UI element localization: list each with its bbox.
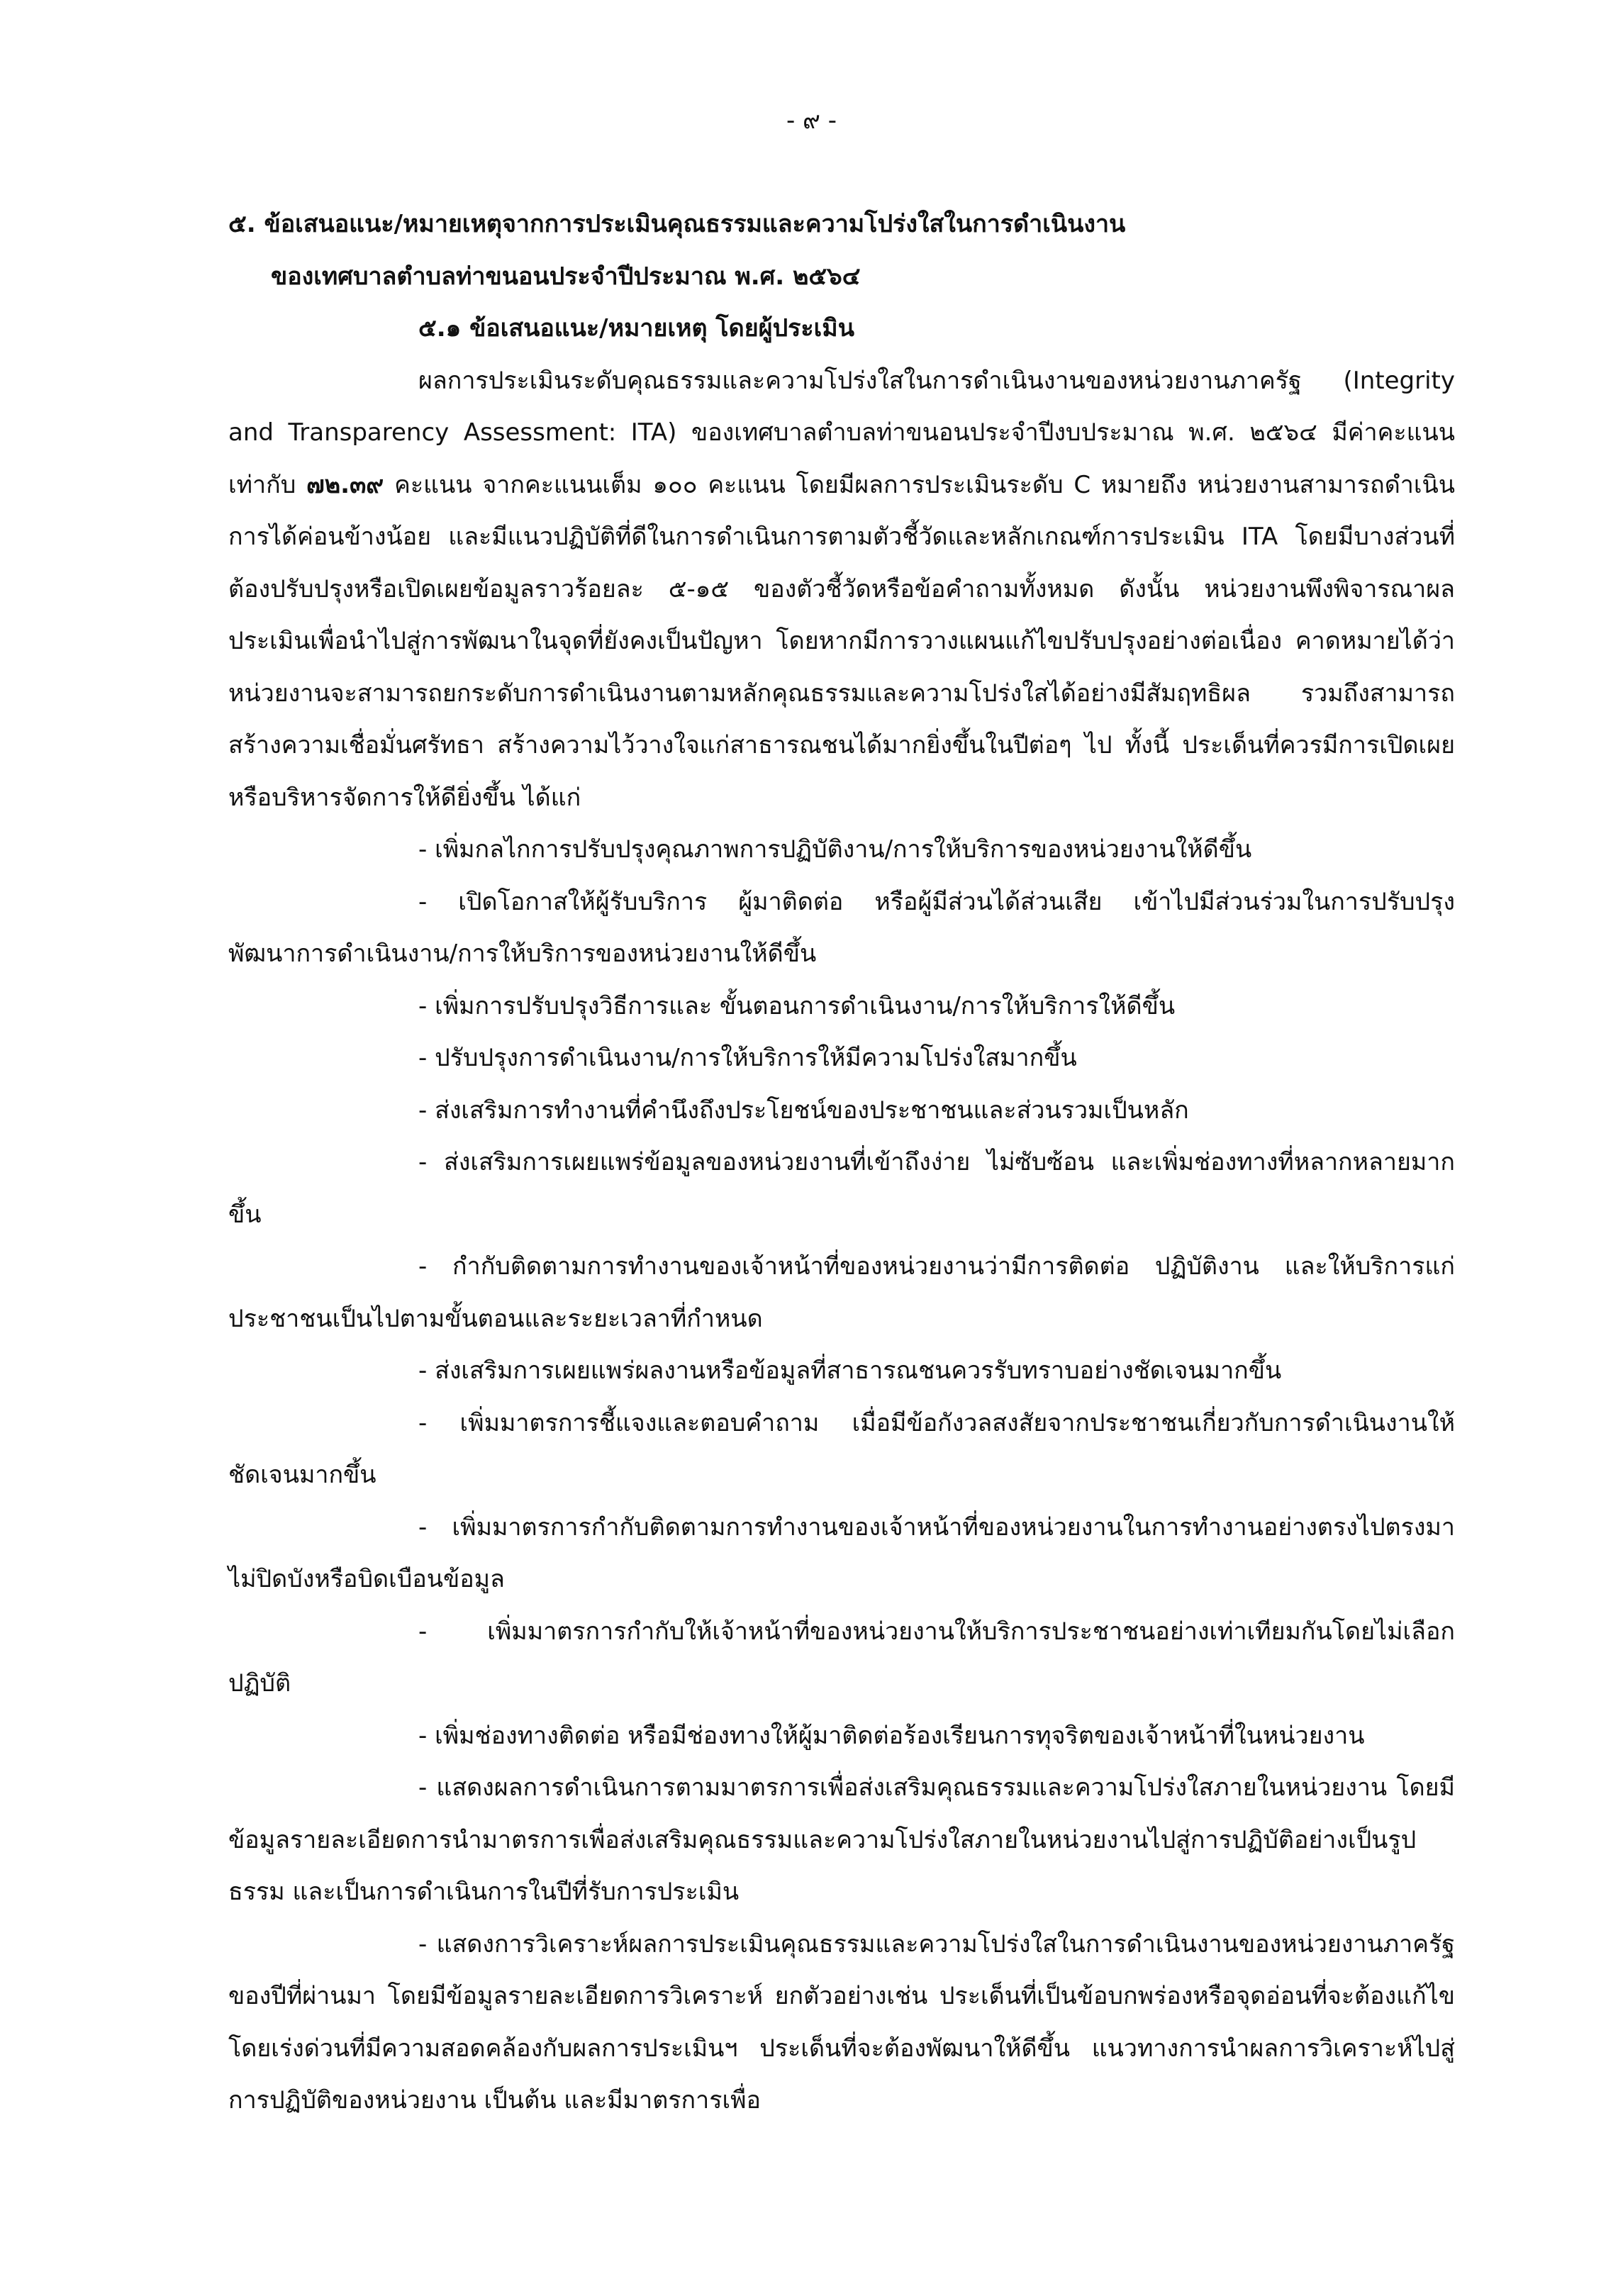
- recommendation-item: - เพิ่มมาตรการชี้แจงและตอบคำถาม เมื่อมีข้อกังวลสงสัยจากประชาชนเกี่ยวกับการดำเนินงานให้ชัดเจนมากขึ้น: [228, 1408, 1455, 1489]
- recommendation-item: - แสดงผลการดำเนินการตามมาตรการเพื่อส่งเสริมคุณธรรมและความโปร่งใสภายในหน่วยงาน โดยมีข้อมูลรายละเอียดการนำมาตรการเพื่อส่งเสริมคุณธรรมและความโปร่งใสภายในหน่วยงานไปสู่การปฏิบัติอย่างเป็นรูปธรรม และเป็นการดำเนินการในปีที่รับการประเมิน: [228, 1773, 1455, 1906]
- section-heading-line2: ของเทศบาลตำบลท่าขนอนประจำปีประมาณ พ.ศ. ๒๕๖๔: [271, 262, 861, 291]
- recommendation-item: - แสดงการวิเคราะห์ผลการประเมินคุณธรรมและความโปร่งใสในการดำเนินงานของหน่วยงานภาครัฐของปีที่ผ่านมา โดยมีข้อมูลรายละเอียดการวิเคราะห์ ยกตัวอย่างเช่น ประเด็นที่เป็นข้อบกพร่องหรือจุดอ่อนที่จะต้องแก้ไขโดยเร่งด่วนที่มีความสอดคล้องกับผลการประเมินฯ ประเด็นที่จะต้องพัฒนาให้ดีขึ้น แนวทางการนำผลการวิเคราะห์ไปสู่การปฏิบัติของหน่วยงาน เป็นต้น และมีมาตรการเพื่อ: [228, 1929, 1455, 2114]
- recommendation-item: - เพิ่มช่องทางติดต่อ หรือมีช่องทางให้ผู้มาติดต่อร้องเรียนการทุจริตของเจ้าหน้าที่ในหน่วยงาน: [418, 1721, 1365, 1750]
- intro-text-part1: ผลการประเมินระดับคุณธรรมและความโปร่งใสในการดำเนินงานของหน่วยงานภาครัฐ (Integrity and Transparency Assessment: ITA) ของเทศบาลตำบลท่าขนอนประจำปีงบประมาณ พ.ศ. ๒๕๖๔ มีค่าคะแนนเท่ากับ: [228, 366, 1455, 499]
- page-number: - ๙ -: [786, 106, 837, 135]
- recommendation-item: - ส่งเสริมการเผยแพร่ผลงานหรือข้อมูลที่สาธารณชนควรรับทราบอย่างชัดเจนมากขึ้น: [418, 1356, 1282, 1385]
- recommendation-item: - กำกับติดตามการทำงานของเจ้าหน้าที่ของหน่วยงานว่ามีการติดต่อ ปฏิบัติงาน และให้บริการแก่ประชาชนเป็นไปตามขั้นตอนและระยะเวลาที่กำหนด: [228, 1252, 1455, 1333]
- intro-text-part2: คะแนน จากคะแนนเต็ม ๑๐๐ คะแนน โดยมีผลการประเมินระดับ C หมายถึง หน่วยงานสามารถดำเนินการได้ค่อนข้างน้อย และมีแนวปฏิบัติที่ดีในการดำเนินการตามตัวชี้วัดและหลักเกณฑ์การประเมิน ITA โดยมีบางส่วนที่ต้องปรับปรุงหรือเปิดเผยข้อมูลราวร้อยละ ๕-๑๕ ของตัวชี้วัดหรือข้อคำถามทั้งหมด ดังนั้น หน่วยงานพึงพิจารณาผลประเมินเพื่อนำไปสู่การพัฒนาในจุดที่ยังคงเป็นปัญหา โดยหากมีการวางแผนแก้ไขปรับปรุงอย่างต่อเนื่อง คาดหมายได้ว่าหน่วยงานจะสามารถยกระดับการดำเนินงานตามหลักคุณธรรมและความโปร่งใสได้อย่างมีสัมฤทธิผล รวมถึงสามารถสร้างความเชื่อมั่นศรัทธา สร้างความไว้วางใจแก่สาธารณชนได้มากยิ่งขึ้นในปีต่อๆ ไป ทั้งนี้ ประเด็นที่ควรมีการเปิดเผย หรือบริหารจัดการให้ดียิ่งขึ้น ได้แก่: [228, 470, 1455, 812]
- ita-score: ๗๒.๓๙: [306, 470, 384, 499]
- recommendation-item: - เพิ่มกลไกการปรับปรุงคุณภาพการปฏิบัติงาน/การให้บริการของหน่วยงานให้ดีขึ้น: [418, 835, 1252, 864]
- section-heading-line1: ๕. ข้อเสนอแนะ/หมายเหตุจากการประเมินคุณธรรมและความโปร่งใสในการดำเนินงาน: [228, 210, 1126, 238]
- subsection-heading: ๕.๑ ข้อเสนอแนะ/หมายเหตุ โดยผู้ประเมิน: [418, 314, 854, 342]
- recommendation-item: - ส่งเสริมการเผยแพร่ข้อมูลของหน่วยงานที่เข้าถึงง่าย ไม่ซับซ้อน และเพิ่มช่องทางที่หลากหลายมากขึ้น: [228, 1148, 1455, 1229]
- recommendation-item: - เพิ่มมาตรการกำกับให้เจ้าหน้าที่ของหน่วยงานให้บริการประชาชนอย่างเท่าเทียมกันโดยไม่เลือกปฏิบัติ: [228, 1617, 1455, 1698]
- recommendation-item: - เพิ่มมาตรการกำกับติดตามการทำงานของเจ้าหน้าที่ของหน่วยงานในการทำงานอย่างตรงไปตรงมา ไม่ปิดบังหรือบิดเบือนข้อมูล: [228, 1512, 1455, 1593]
- recommendation-item: - เพิ่มการปรับปรุงวิธีการและ ขั้นตอนการดำเนินงาน/การให้บริการให้ดีขึ้น: [418, 991, 1176, 1020]
- document-body: [228, 199, 1455, 2127]
- intro-paragraph: [228, 355, 1455, 825]
- recommendation-item: - ส่งเสริมการทำงานที่คำนึงถึงประโยชน์ของประชาชนและส่วนรวมเป็นหลัก: [418, 1096, 1189, 1125]
- recommendation-item: - ปรับปรุงการดำเนินงาน/การให้บริการให้มีความโปร่งใสมากขึ้น: [418, 1044, 1077, 1072]
- recommendation-item: - เปิดโอกาสให้ผู้รับบริการ ผู้มาติดต่อ หรือผู้มีส่วนได้ส่วนเสีย เข้าไปมีส่วนร่วมในการปรับปรุงพัฒนาการดำเนินงาน/การให้บริการของหน่วยงานให้ดีขึ้น: [228, 887, 1455, 968]
